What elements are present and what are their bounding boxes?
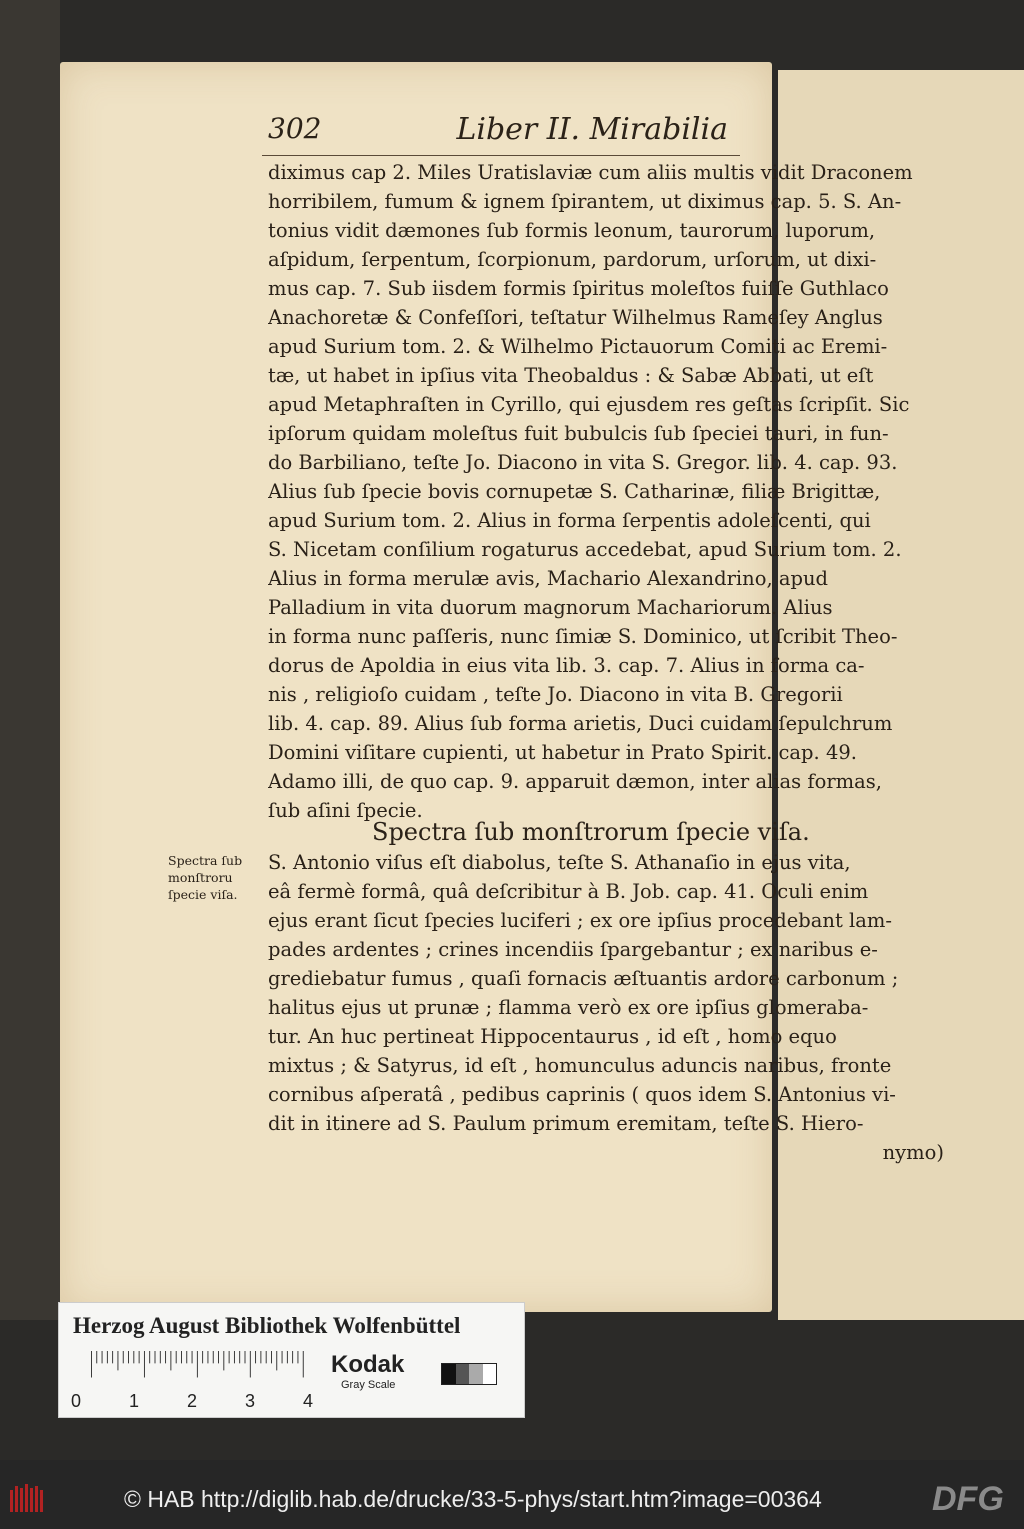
text-line: dorus de Apoldia in eius vita lib. 3. cap. 7. Alius in forma ca-: [268, 654, 865, 677]
ruler-number: 4: [303, 1391, 314, 1411]
ruler-number: 0: [71, 1391, 82, 1411]
text-line: Alius in forma merulæ avis, Machario Alexandrino, apud: [268, 567, 828, 590]
scale-ruler: [75, 1351, 325, 1381]
ruler-number: 1: [129, 1391, 140, 1411]
text-line: eâ fermè formâ, quâ deſcribitur à B. Job. cap. 41. Oculi enim: [268, 880, 869, 903]
library-name: Herzog August Bibliothek Wolfenbüttel: [73, 1313, 461, 1338]
text-line: halitus ejus ut prunæ ; flamma verò ex ore ipſius glomeraba-: [268, 996, 869, 1019]
gray-scale-label: Gray Scale: [341, 1379, 396, 1391]
text-line: mus cap. 7. Sub iisdem formis ſpiritus moleſtos fuiſſe Guthlaco: [268, 277, 889, 300]
header-rule: [262, 155, 740, 156]
book-edge: [0, 0, 60, 1320]
text-line: nis , religioſo cuidam , teſte Jo. Diacono in vita B. Gregorii: [268, 683, 843, 706]
text-line: tur. An huc pertineat Hippocentaurus , id eſt , homo equo: [268, 1025, 837, 1048]
text-line: ejus erant ſicut ſpecies luciferi ; ex ore ipſius procedebant lam-: [268, 909, 892, 932]
marginal-line: Spectra ſub: [168, 853, 243, 868]
text-line: Domini viſitare cupienti, ut habetur in Prato Spirit. cap. 49.: [268, 741, 857, 764]
text-line: do Barbiliano, teſte Jo. Diacono in vita S. Gregor. lib. 4. cap. 93.: [268, 451, 898, 474]
text-line: S. Antonio viſus eſt diabolus, teſte S. Athanaſio in ejus vita,: [268, 851, 851, 874]
main-text-block: [268, 158, 944, 825]
footer-bar: [0, 1472, 1024, 1529]
text-line: ſub aſini ſpecie.: [268, 799, 423, 822]
text-line: dit in itinere ad S. Paulum primum eremitam, teſte S. Hiero-: [268, 1112, 864, 1135]
text-line: mixtus ; & Satyrus, id eſt , homunculus aduncis naribus, fronte: [268, 1054, 892, 1077]
text-line: pades ardentes ; crines incendiis ſpargebantur ; ex naribus e-: [268, 938, 878, 961]
text-line: lib. 4. cap. 89. Alius ſub forma arietis, Duci cuidam ſepulchrum: [268, 712, 893, 735]
text-line: diximus cap 2. Miles Uratislaviæ cum aliis multis vidit Draconem: [268, 161, 913, 184]
page-header: [268, 112, 728, 152]
catchword: nymo): [882, 1141, 944, 1164]
text-line: S. Nicetam conſilium rogaturus accedebat, apud Surium tom. 2.: [268, 538, 902, 561]
ruler-number: 3: [245, 1391, 256, 1411]
copyright-link[interactable]: © HAB http://diglib.hab.de/drucke/33-5-phys/start.htm?image=00364: [124, 1486, 822, 1512]
gray-patches: [441, 1363, 497, 1385]
text-line: aſpidum, ſerpentum, ſcorpionum, pardorum, urſorum, ut dixi-: [268, 248, 877, 271]
text-line: grediebatur fumus , quaſi fornacis æſtuantis ardore carbonum ;: [268, 967, 899, 990]
text-line: apud Surium tom. 2. Alius in forma ſerpentis adoleſcenti, qui: [268, 509, 871, 532]
library-label: [58, 1302, 525, 1418]
dfg-logo: DFG: [932, 1480, 1004, 1518]
running-head: Liber II. Mirabilia: [456, 112, 728, 147]
text-line: tæ, ut habet in ipſius vita Theobaldus : & Sabæ Abbati, ut eſt: [268, 364, 874, 387]
section-text-block: [268, 848, 944, 1167]
marginal-note: [168, 852, 268, 903]
text-line: in forma nunc paſſeris, nunc ſimiæ S. Dominico, ut ſcribit Theo-: [268, 625, 898, 648]
text-line: Adamo illi, de quo cap. 9. apparuit dæmon, inter alias formas,: [268, 770, 882, 793]
text-line: Palladium in vita duorum magnorum Machariorum. Alius: [268, 596, 833, 619]
text-line: Alius ſub ſpecie bovis cornupetæ S. Catharinæ, filiæ Brigittæ,: [268, 480, 881, 503]
text-line: ipſorum quidam moleſtus fuit bubulcis ſub ſpeciei tauri, in fun-: [268, 422, 889, 445]
kodak-logo: Kodak: [331, 1351, 405, 1378]
page-number: 302: [268, 112, 322, 145]
text-line: Anachoretæ & Confeſſori, teſtatur Wilhelmus Rameſey Anglus: [268, 306, 883, 329]
marginal-line: monſtroru: [168, 870, 233, 885]
text-line: cornibus aſperatâ , pedibus caprinis ( quos idem S. Antonius vi-: [268, 1083, 896, 1106]
text-line: tonius vidit dæmones ſub formis leonum, taurorum, luporum,: [268, 219, 876, 242]
ruler-number: 2: [187, 1391, 198, 1411]
section-title: Spectra ſub monſtrorum ſpecie viſa.: [372, 818, 810, 846]
text-line: apud Metaphraſten in Cyrillo, qui ejusdem res geſtas ſcripſit. Sic: [268, 393, 910, 416]
hab-logo-icon: [8, 1482, 48, 1514]
marginal-line: ſpecie viſa.: [168, 887, 238, 902]
text-line: apud Surium tom. 2. & Wilhelmo Pictauorum Comiti ac Eremi-: [268, 335, 888, 358]
text-line: horribilem, fumum & ignem ſpirantem, ut diximus cap. 5. S. An-: [268, 190, 902, 213]
